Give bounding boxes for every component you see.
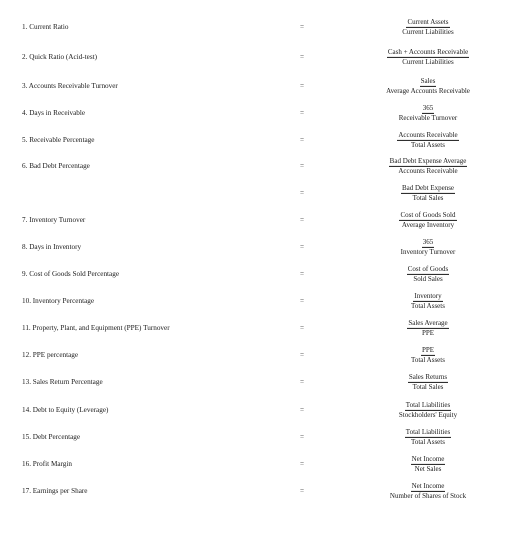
formula-numerator: Bad Debt Expense Average (389, 156, 467, 165)
equals-sign: = (300, 53, 305, 61)
formula-denominator: Current Liabilities (402, 27, 454, 36)
equals-sign: = (300, 82, 305, 90)
equals-sign: = (300, 487, 305, 495)
formula-denominator: Receivable Turnover (398, 113, 458, 122)
formula-numerator: Total Liabilities (405, 427, 451, 436)
equals-sign: = (300, 297, 305, 305)
formula-denominator: Total Sales (412, 193, 444, 202)
ratio-formula (358, 482, 498, 500)
ratio-formula (358, 77, 498, 95)
ratio-row (0, 425, 514, 449)
ratio-label: 6. Bad Debt Percentage (22, 162, 90, 170)
ratio-row (0, 45, 514, 69)
ratio-label: 14. Debt to Equity (Leverage) (22, 406, 109, 414)
formula-denominator: Average Inventory (401, 220, 455, 229)
ratio-row (0, 101, 514, 125)
ratio-formula (358, 18, 498, 36)
ratio-row (0, 370, 514, 394)
formula-denominator: Total Assets (411, 301, 445, 310)
formula-numerator: Sales Returns (408, 372, 448, 381)
equals-sign: = (300, 324, 305, 332)
ratio-row (0, 74, 514, 98)
ratio-label: 1. Current Ratio (22, 23, 69, 31)
formula-numerator: Total Liabilities (405, 400, 451, 409)
ratio-label: 11. Property, Plant, and Equipment (PPE) Turnover (22, 324, 170, 332)
ratio-row (0, 289, 514, 313)
formula-numerator: Inventory (414, 291, 442, 300)
formula-denominator: Number of Shares of Stock (389, 491, 467, 500)
ratio-row (0, 479, 514, 503)
ratio-formula (358, 157, 498, 175)
equals-sign: = (300, 23, 305, 31)
ratio-row (0, 208, 514, 232)
ratio-formula (358, 184, 498, 202)
formula-numerator: Bad Debt Expense (401, 183, 455, 192)
formula-numerator: Sales Average (408, 318, 448, 327)
equals-sign: = (300, 460, 305, 468)
ratio-row (0, 235, 514, 259)
ratio-label: 15. Debt Percentage (22, 433, 81, 441)
formula-denominator: Total Assets (411, 355, 445, 364)
ratio-row (0, 128, 514, 152)
formula-denominator: Current Liabilities (402, 57, 454, 66)
formula-denominator: Total Assets (411, 140, 445, 149)
ratio-formula (358, 131, 498, 149)
ratio-label: 10. Inventory Percentage (22, 297, 95, 305)
ratio-row (0, 154, 514, 178)
ratio-row (0, 15, 514, 39)
ratio-formula (358, 292, 498, 310)
ratio-formula (358, 48, 498, 66)
ratio-label: 9. Cost of Goods Sold Percentage (22, 270, 120, 278)
ratio-row (0, 316, 514, 340)
ratio-label: 13. Sales Return Percentage (22, 378, 103, 386)
formula-denominator: Net Sales (414, 464, 442, 473)
ratio-label: 17. Earnings per Share (22, 487, 88, 495)
formula-denominator: PPE (421, 328, 435, 337)
formula-numerator: 365 (422, 103, 434, 112)
ratio-row (0, 452, 514, 476)
ratio-formula (358, 401, 498, 419)
formula-numerator: Cash + Accounts Receivable (387, 47, 469, 56)
formula-numerator: Sales (420, 76, 436, 85)
ratio-formula (358, 373, 498, 391)
equals-sign: = (300, 433, 305, 441)
formula-denominator: Sold Sales (413, 274, 443, 283)
formula-denominator: Stockholders' Equity (398, 410, 458, 419)
ratio-formula (358, 319, 498, 337)
ratio-label: 5. Receivable Percentage (22, 136, 95, 144)
ratio-label: 16. Profit Margin (22, 460, 72, 468)
formula-numerator: 365 (422, 237, 434, 246)
equals-sign: = (300, 189, 305, 197)
equals-sign: = (300, 270, 305, 278)
ratio-formula (358, 211, 498, 229)
ratio-row (0, 398, 514, 422)
ratio-formula (358, 428, 498, 446)
formula-numerator: Net Income (411, 481, 445, 490)
formula-numerator: Cost of Goods Sold (400, 210, 456, 219)
ratio-formula (358, 455, 498, 473)
formula-numerator: Accounts Receivable (398, 130, 458, 139)
formula-numerator: Current Assets (407, 17, 449, 26)
formula-denominator: Inventory Turnover (400, 247, 456, 256)
formula-denominator: Total Assets (411, 437, 445, 446)
formula-numerator: Cost of Goods (407, 264, 449, 273)
equals-sign: = (300, 216, 305, 224)
equals-sign: = (300, 351, 305, 359)
ratio-label: 2. Quick Ratio (Acid-test) (22, 53, 98, 61)
equals-sign: = (300, 109, 305, 117)
ratio-label: 12. PPE percentage (22, 351, 79, 359)
ratio-row (0, 181, 514, 205)
ratio-label: 7. Inventory Turnover (22, 216, 86, 224)
ratio-label: 3. Accounts Receivable Turnover (22, 82, 118, 90)
equals-sign: = (300, 243, 305, 251)
ratio-label: 8. Days in Inventory (22, 243, 82, 251)
formula-numerator: Net Income (411, 454, 445, 463)
ratio-row (0, 262, 514, 286)
ratio-formula (358, 265, 498, 283)
equals-sign: = (300, 378, 305, 386)
formula-numerator: PPE (421, 345, 435, 354)
equals-sign: = (300, 162, 305, 170)
ratio-label: 4. Days in Receivable (22, 109, 86, 117)
ratio-formula (358, 346, 498, 364)
formula-denominator: Average Accounts Receivable (386, 86, 470, 95)
equals-sign: = (300, 406, 305, 414)
ratio-formula (358, 104, 498, 122)
formula-denominator: Accounts Receivable (398, 166, 458, 175)
ratio-formula (358, 238, 498, 256)
formula-denominator: Total Sales (412, 382, 444, 391)
ratio-row (0, 343, 514, 367)
equals-sign: = (300, 136, 305, 144)
